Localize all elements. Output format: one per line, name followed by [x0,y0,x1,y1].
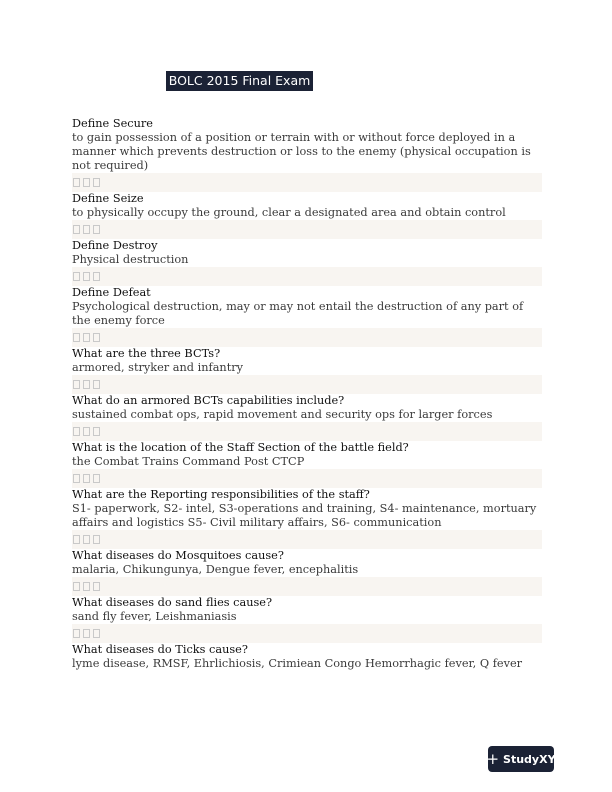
card-answer: Psychological destruction, may or may not entail the destruction of any part of the enemy force [72,300,524,327]
flashcard [72,192,542,220]
card-answer: to physically occupy the ground, clear a designated area and obtain control [72,206,506,219]
placeholder-glyph-icon [83,474,90,483]
placeholder-glyph-icon [93,380,100,389]
placeholder-glyph-icon [83,427,90,436]
placeholder-glyph-icon [83,535,90,544]
flashcard [72,394,542,422]
placeholder-glyph-icon [73,272,80,281]
card-question: Define Destroy [72,239,158,252]
plus-icon: + [486,749,500,768]
placeholder-glyph-icon [93,225,100,234]
placeholder-glyph-icon [73,380,80,389]
flashcard [72,286,542,328]
card-question: What diseases do Mosquitoes cause? [72,549,284,562]
placeholder-glyph-icon [83,380,90,389]
placeholder-glyph-icon [83,629,90,638]
card-answer: armored, stryker and infantry [72,361,244,374]
card-answer: sustained combat ops, rapid movement and security ops for larger forces [72,408,493,421]
flashcard [72,549,542,577]
card-divider [72,267,542,286]
flashcard [72,488,542,530]
placeholder-glyph-icon [73,474,80,483]
card-divider [72,328,542,347]
card-answer: the Combat Trains Command Post CTCP [72,455,305,468]
flashcard [72,596,542,624]
placeholder-glyph-icon [83,582,90,591]
placeholder-glyph-icon [83,178,90,187]
card-divider [72,375,542,394]
card-question: What do an armored BCTs capabilities include? [72,394,345,407]
card-divider [72,577,542,596]
flashcard [72,441,542,469]
placeholder-glyph-icon [73,535,80,544]
card-question: What diseases do sand flies cause? [72,596,273,609]
placeholder-glyph-icon [93,582,100,591]
card-answer: lyme disease, RMSF, Ehrlichiosis, Crimiean Congo Hemorrhagic fever, Q fever [72,657,523,670]
document-title: BOLC 2015 Final Exam [166,71,313,91]
card-divider [72,422,542,441]
placeholder-glyph-icon [73,178,80,187]
card-question: What diseases do Ticks cause? [72,643,248,656]
flashcard [72,117,542,173]
card-divider [72,530,542,549]
flashcard [72,239,542,267]
placeholder-glyph-icon [93,333,100,342]
placeholder-glyph-icon [93,178,100,187]
card-question: What are the three BCTs? [72,347,221,360]
card-question: What are the Reporting responsibilities of the staff? [72,488,370,501]
placeholder-glyph-icon [83,333,90,342]
card-answer: Physical destruction [72,253,189,266]
placeholder-glyph-icon [93,629,100,638]
flashcard-list [72,117,542,671]
card-question: What is the location of the Staff Section of the battle field? [72,441,409,454]
placeholder-glyph-icon [73,333,80,342]
placeholder-glyph-icon [93,474,100,483]
card-divider [72,220,542,239]
logo-text: StudyXY [503,752,556,766]
card-divider [72,624,542,643]
card-question: Define Secure [72,117,153,130]
card-question: Define Defeat [72,286,151,299]
placeholder-glyph-icon [73,225,80,234]
flashcard [72,643,542,671]
flashcard [72,347,542,375]
studyxy-logo[interactable] [488,746,554,772]
card-answer: to gain possession of a position or terrain with or without force deployed in a manner which prevents destruction or loss to the enemy (physical occupation is not required) [72,131,531,172]
placeholder-glyph-icon [93,535,100,544]
card-question: Define Seize [72,192,144,205]
card-answer: S1- paperwork, S2- intel, S3-operations and training, S4- maintenance, mortuary affairs and logistics S5- Civil military affairs, S6- communication [72,502,537,529]
placeholder-glyph-icon [83,272,90,281]
placeholder-glyph-icon [83,225,90,234]
placeholder-glyph-icon [93,272,100,281]
placeholder-glyph-icon [73,629,80,638]
card-divider [72,469,542,488]
placeholder-glyph-icon [73,582,80,591]
card-divider [72,173,542,192]
placeholder-glyph-icon [73,427,80,436]
card-answer: malaria, Chikungunya, Dengue fever, encephalitis [72,563,359,576]
card-answer: sand fly fever, Leishmaniasis [72,610,237,623]
placeholder-glyph-icon [93,427,100,436]
